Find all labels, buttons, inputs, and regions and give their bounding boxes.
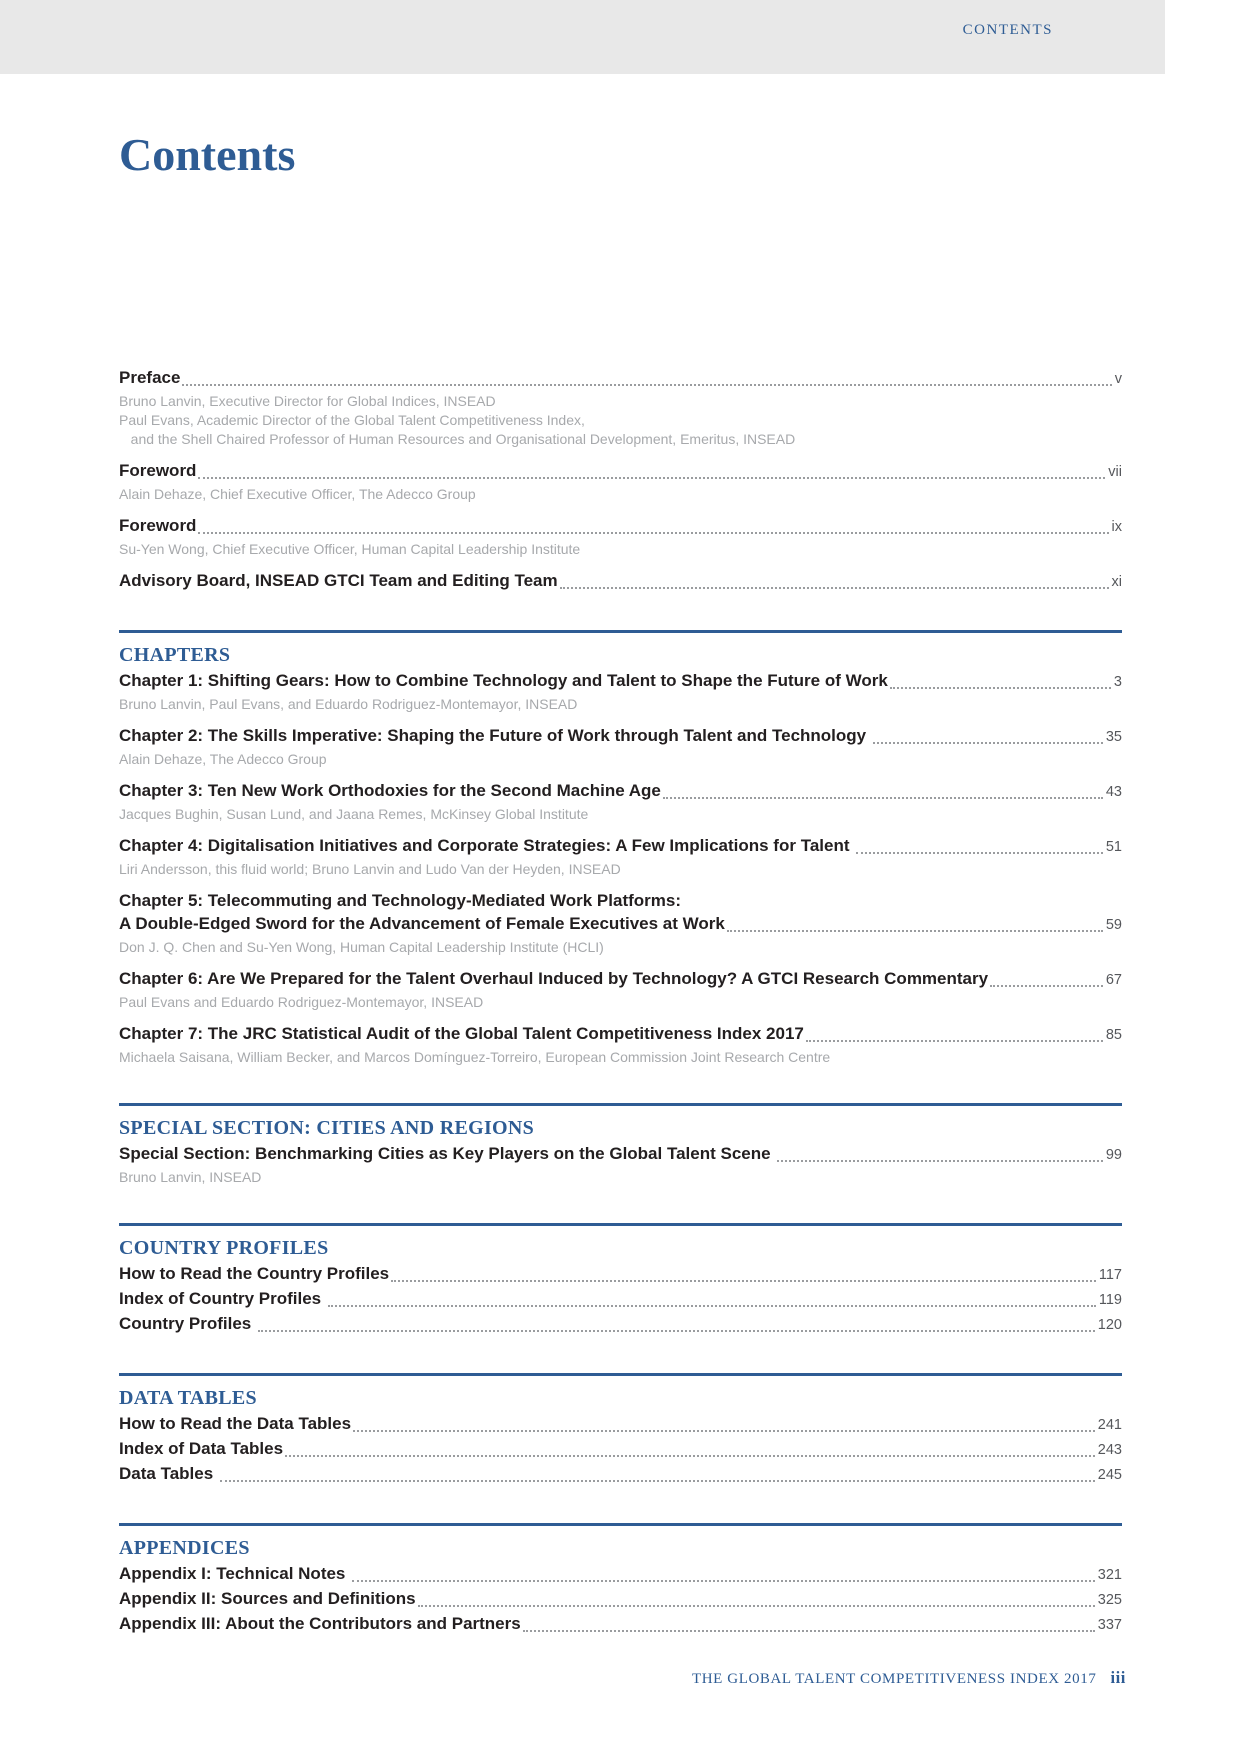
toc-section [119, 1103, 1122, 1187]
toc-entry-row[interactable] [119, 669, 1122, 694]
page-number: 99 [1105, 1147, 1122, 1163]
section-divider-rule [119, 1103, 1122, 1106]
toc-entry-row[interactable] [119, 1562, 1122, 1587]
dotted-leader [727, 930, 1103, 932]
page-number: 321 [1097, 1567, 1122, 1583]
toc-entry-row[interactable] [119, 1287, 1122, 1312]
toc-entry-title: How to Read the Country Profiles [119, 1264, 390, 1283]
toc-entry-title: Data Tables [119, 1464, 218, 1483]
toc-section [119, 1523, 1122, 1637]
toc-entry-authors [119, 938, 1122, 957]
page-footer [692, 1668, 1126, 1688]
section-heading: COUNTRY PROFILES [119, 1237, 329, 1259]
running-header: CONTENTS [962, 22, 1053, 38]
toc-entry-row[interactable] [119, 1587, 1122, 1612]
toc-entry-row[interactable] [119, 1142, 1122, 1167]
toc-entry-row[interactable] [119, 366, 1122, 391]
front-matter-entry-title: Preface [119, 368, 181, 387]
toc-entry-authors [119, 750, 1122, 769]
front-matter-entry-title: Advisory Board, INSEAD GTCI Team and Editing Team [119, 571, 558, 590]
toc-entry [119, 889, 1122, 957]
section-entries [119, 1412, 1122, 1487]
author-line: Paul Evans and Eduardo Rodriguez-Montemayor, INSEAD [119, 994, 484, 1010]
section-entries [119, 1142, 1122, 1187]
author-line: Don J. Q. Chen and Su-Yen Wong, Human Capital Leadership Institute (HCLI) [119, 939, 604, 955]
page-number: 59 [1105, 917, 1122, 933]
toc-entry-title: How to Read the Data Tables [119, 1414, 352, 1433]
toc-entry-authors [119, 805, 1122, 824]
author-line: Alain Dehaze, Chief Executive Officer, The Adecco Group [119, 486, 476, 502]
dotted-leader [806, 1040, 1103, 1042]
toc-entry-row[interactable] [119, 724, 1122, 749]
dotted-leader [990, 985, 1103, 987]
author-line: Bruno Lanvin, Executive Director for Global Indices, INSEAD [119, 393, 496, 409]
toc-section [119, 630, 1122, 1067]
header-band [0, 0, 1165, 74]
author-line: Su-Yen Wong, Chief Executive Officer, Human Capital Leadership Institute [119, 541, 581, 557]
toc-entry [119, 669, 1122, 714]
section-divider-rule [119, 1373, 1122, 1376]
page-content [0, 74, 1240, 1637]
page-number: 120 [1097, 1317, 1122, 1333]
dotted-leader [198, 477, 1105, 479]
author-line: Jacques Bughin, Susan Lund, and Jaana Remes, McKinsey Global Institute [119, 806, 589, 822]
toc-entry-title: Appendix II: Sources and Definitions [119, 1589, 416, 1608]
author-line: Bruno Lanvin, INSEAD [119, 1169, 262, 1185]
toc-entry-row[interactable] [119, 967, 1122, 992]
toc-entry [119, 1262, 1122, 1287]
front-matter-entry-title: Foreword [119, 516, 197, 535]
page-number: xi [1111, 574, 1122, 590]
toc-entry-title: A Double-Edged Sword for the Advancement of Female Executives at Work [119, 914, 725, 933]
section-divider-rule [119, 630, 1122, 633]
dotted-leader [856, 852, 1103, 854]
dotted-leader [182, 384, 1111, 386]
toc-entry [119, 779, 1122, 824]
dotted-leader [328, 1305, 1096, 1307]
dotted-leader [560, 587, 1109, 589]
dotted-leader [285, 1455, 1095, 1457]
toc-entry [119, 1437, 1122, 1462]
toc-entry [119, 1562, 1122, 1587]
toc-entry-title: Chapter 7: The JRC Statistical Audit of the Global Talent Competitiveness Index 2017 [119, 1024, 804, 1043]
section-entries [119, 669, 1122, 1067]
toc-entry-title: Index of Country Profiles [119, 1289, 326, 1308]
page-number: 85 [1105, 1027, 1122, 1043]
toc-entry [119, 1142, 1122, 1187]
toc-entry-title: Special Section: Benchmarking Cities as Key Players on the Global Talent Scene [119, 1144, 776, 1163]
section-heading: APPENDICES [119, 1537, 250, 1559]
section-divider-rule [119, 1223, 1122, 1226]
dotted-leader [873, 742, 1103, 744]
toc-entry [119, 1587, 1122, 1612]
page-number: ix [1111, 519, 1122, 535]
author-line: Bruno Lanvin, Paul Evans, and Eduardo Rodriguez-Montemayor, INSEAD [119, 696, 578, 712]
dotted-leader [198, 532, 1108, 534]
page-title: Contents [119, 129, 296, 180]
page-number: 245 [1097, 1467, 1122, 1483]
toc-entry [119, 967, 1122, 1012]
toc-entry-title: Appendix III: About the Contributors and Partners [119, 1614, 521, 1633]
dotted-leader [352, 1580, 1095, 1582]
front-matter-entry-title: Foreword [119, 461, 197, 480]
toc-entry-row[interactable] [119, 569, 1122, 594]
dotted-leader [418, 1605, 1095, 1607]
toc-entry-row[interactable] [119, 1612, 1122, 1637]
page-number: vii [1108, 464, 1122, 480]
toc-entry-authors [119, 392, 1122, 449]
author-line: Liri Andersson, this fluid world; Bruno Lanvin and Ludo Van der Heyden, INSEAD [119, 861, 621, 877]
section-entries [119, 1262, 1122, 1337]
toc-entry [119, 1412, 1122, 1437]
toc-entry-row[interactable] [119, 779, 1122, 804]
toc-entry [119, 724, 1122, 769]
front-matter-entry [119, 514, 1122, 559]
dotted-leader [777, 1160, 1103, 1162]
toc-entry [119, 1312, 1122, 1337]
toc-entry-row[interactable] [119, 1437, 1122, 1462]
toc-entry-authors [119, 1168, 1122, 1187]
page-number: 3 [1113, 674, 1122, 690]
dotted-leader [890, 687, 1111, 689]
toc-entry [119, 1462, 1122, 1487]
page-number: 119 [1098, 1292, 1122, 1308]
page-number: 51 [1105, 839, 1122, 855]
toc-entry-row[interactable] [119, 834, 1122, 859]
toc-entry-authors [119, 860, 1122, 879]
section-heading: CHAPTERS [119, 644, 231, 666]
toc-entry-title: Chapter 1: Shifting Gears: How to Combine Technology and Talent to Shape the Future of Work [119, 671, 888, 690]
toc-entry-title: Country Profiles [119, 1314, 256, 1333]
toc-entry-title: Chapter 5: Telecommuting and Technology-Mediated Work Platforms: [119, 891, 682, 910]
section-divider-rule [119, 1523, 1122, 1526]
author-line: Paul Evans, Academic Director of the Global Talent Competitiveness Index, [119, 412, 585, 428]
toc-entry-row[interactable] [119, 514, 1122, 539]
toc-entry-row[interactable] [119, 1312, 1122, 1337]
toc-entry-row[interactable] [119, 1462, 1122, 1487]
author-line: Alain Dehaze, The Adecco Group [119, 751, 327, 767]
toc-entry-row[interactable] [119, 1262, 1122, 1287]
front-matter-entry [119, 459, 1122, 504]
front-matter-entry [119, 366, 1122, 449]
toc-entry-title: Appendix I: Technical Notes [119, 1564, 351, 1583]
page-number: 241 [1097, 1417, 1122, 1433]
toc-entry-authors [119, 695, 1122, 714]
toc-section [119, 1373, 1122, 1487]
front-matter-list [119, 366, 1122, 594]
sections-list [119, 630, 1122, 1637]
toc-entry-row[interactable] [119, 912, 1122, 937]
dotted-leader [220, 1480, 1095, 1482]
toc-entry-title: Chapter 2: The Skills Imperative: Shaping the Future of Work through Talent and Technology [119, 726, 871, 745]
footer-title: THE GLOBAL TALENT COMPETITIVENESS INDEX 2017 [691, 1671, 1097, 1687]
toc-entry [119, 1612, 1122, 1637]
toc-entry-authors [119, 485, 1122, 504]
toc-entry-authors [119, 540, 1122, 559]
page-number: 43 [1105, 784, 1122, 800]
page-number: 67 [1105, 972, 1122, 988]
toc-entry-title: Index of Data Tables [119, 1439, 284, 1458]
front-matter-entry [119, 569, 1122, 594]
toc-entry-title: Chapter 6: Are We Prepared for the Talent Overhaul Induced by Technology? A GTCI Research Commentary [119, 969, 989, 988]
page-number: 117 [1098, 1267, 1122, 1283]
page-number: 325 [1097, 1592, 1122, 1608]
toc-entry [119, 1287, 1122, 1312]
toc-entry-row[interactable] [119, 1412, 1122, 1437]
toc-entry-authors [119, 993, 1122, 1012]
section-heading: DATA TABLES [119, 1387, 257, 1409]
page-number: 35 [1105, 729, 1122, 745]
toc-section [119, 1223, 1122, 1337]
dotted-leader [353, 1430, 1095, 1432]
toc-entry-title: Chapter 4: Digitalisation Initiatives and Corporate Strategies: A Few Implications for Talent [119, 836, 855, 855]
page-number: v [1114, 371, 1122, 387]
dotted-leader [391, 1280, 1096, 1282]
dotted-leader [523, 1630, 1095, 1632]
footer-page-number: iii [1110, 1668, 1126, 1687]
author-line: Michaela Saisana, William Becker, and Marcos Domínguez-Torreiro, European Commission Joint Research Centre [119, 1049, 831, 1065]
toc-entry-row[interactable] [119, 459, 1122, 484]
page-number: 337 [1097, 1617, 1122, 1633]
toc-entry-row[interactable] [119, 1022, 1122, 1047]
toc-entry [119, 1022, 1122, 1067]
section-heading: SPECIAL SECTION: CITIES AND REGIONS [119, 1117, 535, 1139]
page-number: 243 [1097, 1442, 1122, 1458]
toc-entry-authors [119, 1048, 1122, 1067]
author-line: and the Shell Chaired Professor of Human Resources and Organisational Development, Emeritus, INSEAD [119, 431, 796, 447]
toc-entry-title: Chapter 3: Ten New Work Orthodoxies for the Second Machine Age [119, 781, 661, 800]
dotted-leader [258, 1330, 1095, 1332]
dotted-leader [663, 797, 1103, 799]
section-entries [119, 1562, 1122, 1637]
toc-entry [119, 834, 1122, 879]
toc-entry-row[interactable] [119, 889, 1122, 912]
